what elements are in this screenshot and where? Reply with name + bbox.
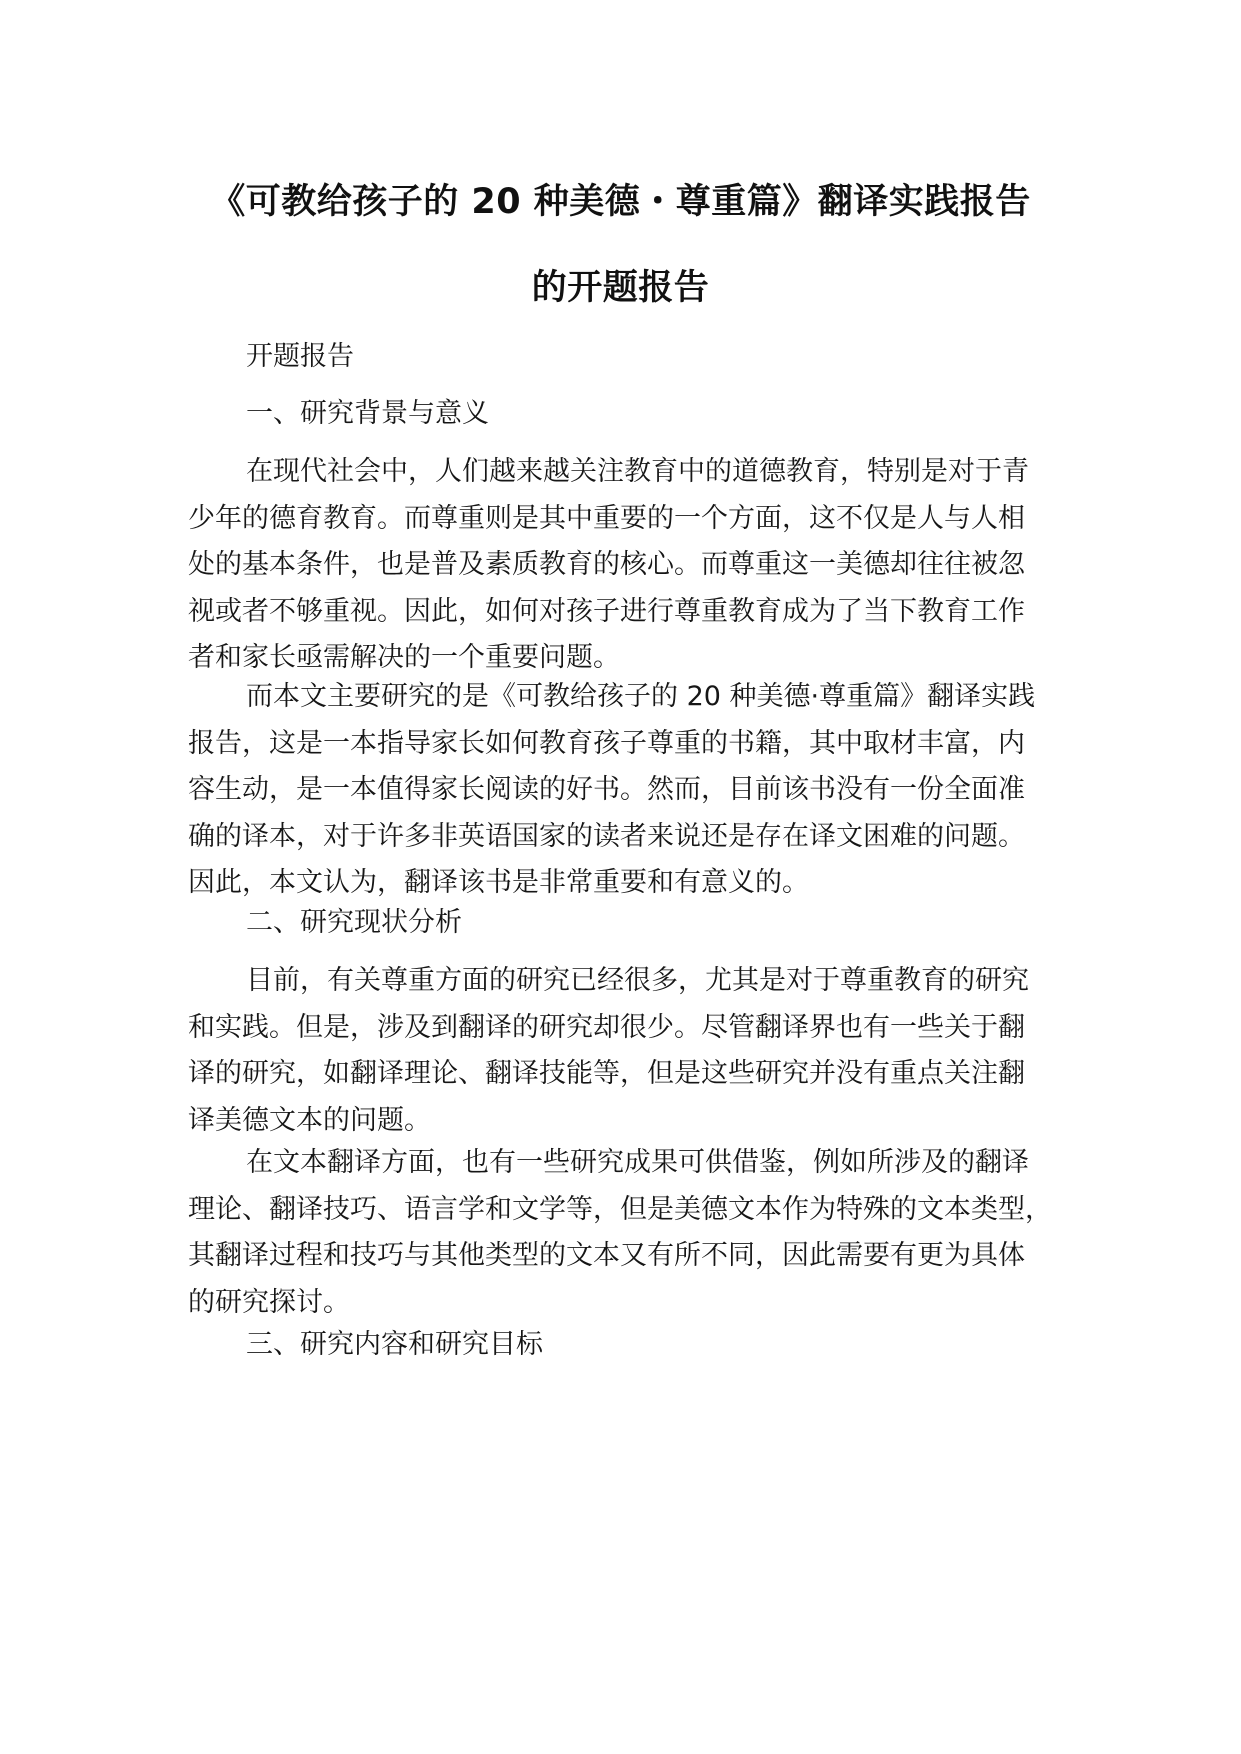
paragraph-2: [188, 674, 1078, 907]
paragraph-1: [188, 449, 1078, 682]
document-title-line-1: 《可教给孩子的 20 种美德・尊重篇》翻译实践报告: [210, 182, 1031, 222]
paragraph-line: 报告，这是一本指导家长如何教育孩子尊重的书籍，其中取材丰富，内: [188, 727, 1025, 759]
section-1-heading: [188, 391, 1078, 438]
paragraph-line: 译的研究，如翻译理论、翻译技能等，但是这些研究并没有重点关注翻: [188, 1058, 1025, 1090]
section-2-heading-text: 二、研究现状分析: [246, 907, 462, 938]
paragraph-line: 少年的德育教育。而尊重则是其中重要的一个方面，这不仅是人与人相: [188, 502, 1025, 534]
paragraph-line: 而本文主要研究的是《可教给孩子的 20 种美德·尊重篇》翻译实践: [246, 681, 1036, 712]
paragraph-line: 因此，本文认为，翻译该书是非常重要和有意义的。: [188, 867, 809, 899]
section-2-heading: [188, 900, 1078, 947]
paragraph-line: 容生动，是一本值得家长阅读的好书。然而，目前该书没有一份全面准: [188, 774, 1025, 806]
paragraph-line: 的研究探讨。: [188, 1286, 350, 1318]
paragraph-line: 理论、翻译技巧、语言学和文学等，但是美德文本作为特殊的文本类型，: [188, 1193, 1052, 1225]
paragraph-line: 和实践。但是，涉及到翻译的研究却很少。尽管翻译界也有一些关于翻: [188, 1011, 1025, 1043]
paragraph-line: 确的译本，对于许多非英语国家的读者来说还是存在译文困难的问题。: [188, 820, 1025, 852]
paragraph-4: [188, 1140, 1078, 1326]
paragraph-line: 视或者不够重视。因此，如何对孩子进行尊重教育成为了当下教育工作: [188, 595, 1025, 627]
paragraph-line: 者和家长亟需解决的一个重要问题。: [188, 642, 620, 674]
paragraph-line: 处的基本条件，也是普及素质教育的核心。而尊重这一美德却往往被忽: [188, 549, 1025, 581]
section-1-heading-text: 一、研究背景与意义: [246, 398, 489, 429]
paragraph-line: 译美德文本的问题。: [188, 1104, 431, 1136]
document-title-line-2: 的开题报告: [531, 268, 710, 308]
paragraph-line: 在现代社会中，人们越来越关注教育中的道德教育，特别是对于青: [246, 456, 1029, 487]
report-label: [188, 334, 1078, 381]
paragraph-3: [188, 958, 1078, 1144]
paragraph-line: 在文本翻译方面，也有一些研究成果可供借鉴，例如所涉及的翻译: [246, 1147, 1029, 1178]
report-label-text: 开题报告: [246, 341, 354, 372]
paragraph-line: 目前，有关尊重方面的研究已经很多，尤其是对于尊重教育的研究: [246, 965, 1029, 996]
section-3-heading-text: 三、研究内容和研究目标: [246, 1329, 543, 1360]
section-3-heading: [188, 1322, 1078, 1369]
paragraph-line: 其翻译过程和技巧与其他类型的文本又有所不同，因此需要有更为具体: [188, 1240, 1025, 1272]
